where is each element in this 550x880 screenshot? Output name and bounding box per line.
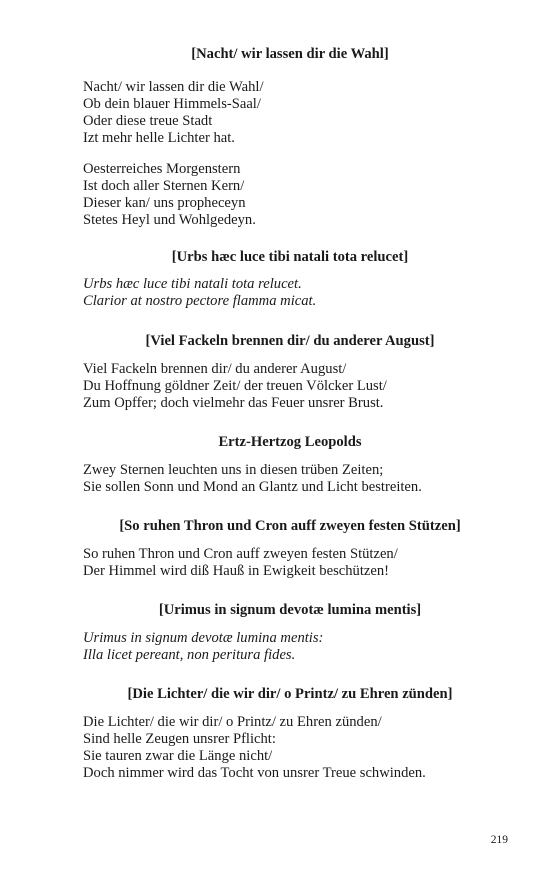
- stanza: [83, 630, 523, 664]
- stanza: [83, 276, 523, 310]
- verse-line: Clarior at nostro pectore flamma micat.: [83, 293, 317, 309]
- verse-line: Viel Fackeln brennen dir/ du anderer August/: [83, 361, 347, 377]
- stanza: [83, 546, 523, 580]
- verse-line: Sie sollen Sonn und Mond an Glantz und Licht bestreiten.: [83, 479, 422, 495]
- verse-line: Der Himmel wird diß Hauß in Ewigkeit beschützen!: [83, 563, 389, 579]
- verse-line: Urimus in signum devotæ lumina mentis:: [83, 630, 324, 646]
- stanza: [83, 462, 523, 496]
- page-number: 219: [490, 834, 508, 846]
- stanza: [83, 161, 523, 229]
- verse-line: Die Lichter/ die wir dir/ o Printz/ zu Ehren zünden/: [83, 714, 382, 730]
- verse-line: Du Hoffnung göldner Zeit/ der treuen Völcker Lust/: [83, 378, 387, 394]
- section-heading: [Urbs hæc luce tibi natali tota relucet]: [171, 249, 409, 265]
- section-heading: [Urimus in signum devotæ lumina mentis]: [158, 602, 422, 618]
- section-heading: Ertz-Hertzog Leopolds: [218, 434, 362, 450]
- stanza: [83, 714, 523, 782]
- stanza: [83, 79, 523, 147]
- section-heading: [Nacht/ wir lassen dir die Wahl]: [191, 46, 389, 62]
- section-heading: [Die Lichter/ die wir dir/ o Printz/ zu Ehren zünden]: [127, 686, 453, 702]
- verse-line: Ob dein blauer Himmels-Saal/: [83, 96, 261, 112]
- verse-line: Zwey Sternen leuchten uns in diesen trüben Zeiten;: [83, 462, 384, 478]
- verse-line: Nacht/ wir lassen dir die Wahl/: [83, 79, 264, 95]
- verse-line: Izt mehr helle Lichter hat.: [83, 130, 235, 146]
- section-heading: [So ruhen Thron und Cron auff zweyen festen Stützen]: [119, 518, 461, 534]
- section-heading: [Viel Fackeln brennen dir/ du anderer August]: [145, 333, 435, 349]
- verse-line: Doch nimmer wird das Tocht von unsrer Treue schwinden.: [83, 765, 426, 781]
- verse-line: Sind helle Zeugen unsrer Pflicht:: [83, 731, 276, 747]
- verse-line: So ruhen Thron und Cron auff zweyen festen Stützen/: [83, 546, 398, 562]
- verse-line: Ist doch aller Sternen Kern/: [83, 178, 245, 194]
- verse-line: Sie tauren zwar die Länge nicht/: [83, 748, 273, 764]
- stanza: [83, 361, 523, 412]
- verse-line: Stetes Heyl und Wohlgedeyn.: [83, 212, 256, 228]
- verse-line: Urbs hæc luce tibi natali tota relucet.: [83, 276, 302, 292]
- verse-line: Dieser kan/ uns propheceyn: [83, 195, 246, 211]
- verse-line: Illa licet pereant, non peritura fides.: [83, 647, 296, 663]
- verse-line: Zum Opffer; doch vielmehr das Feuer unsrer Brust.: [83, 395, 384, 411]
- verse-line: Oesterreiches Morgenstern: [83, 161, 241, 177]
- verse-line: Oder diese treue Stadt: [83, 113, 213, 129]
